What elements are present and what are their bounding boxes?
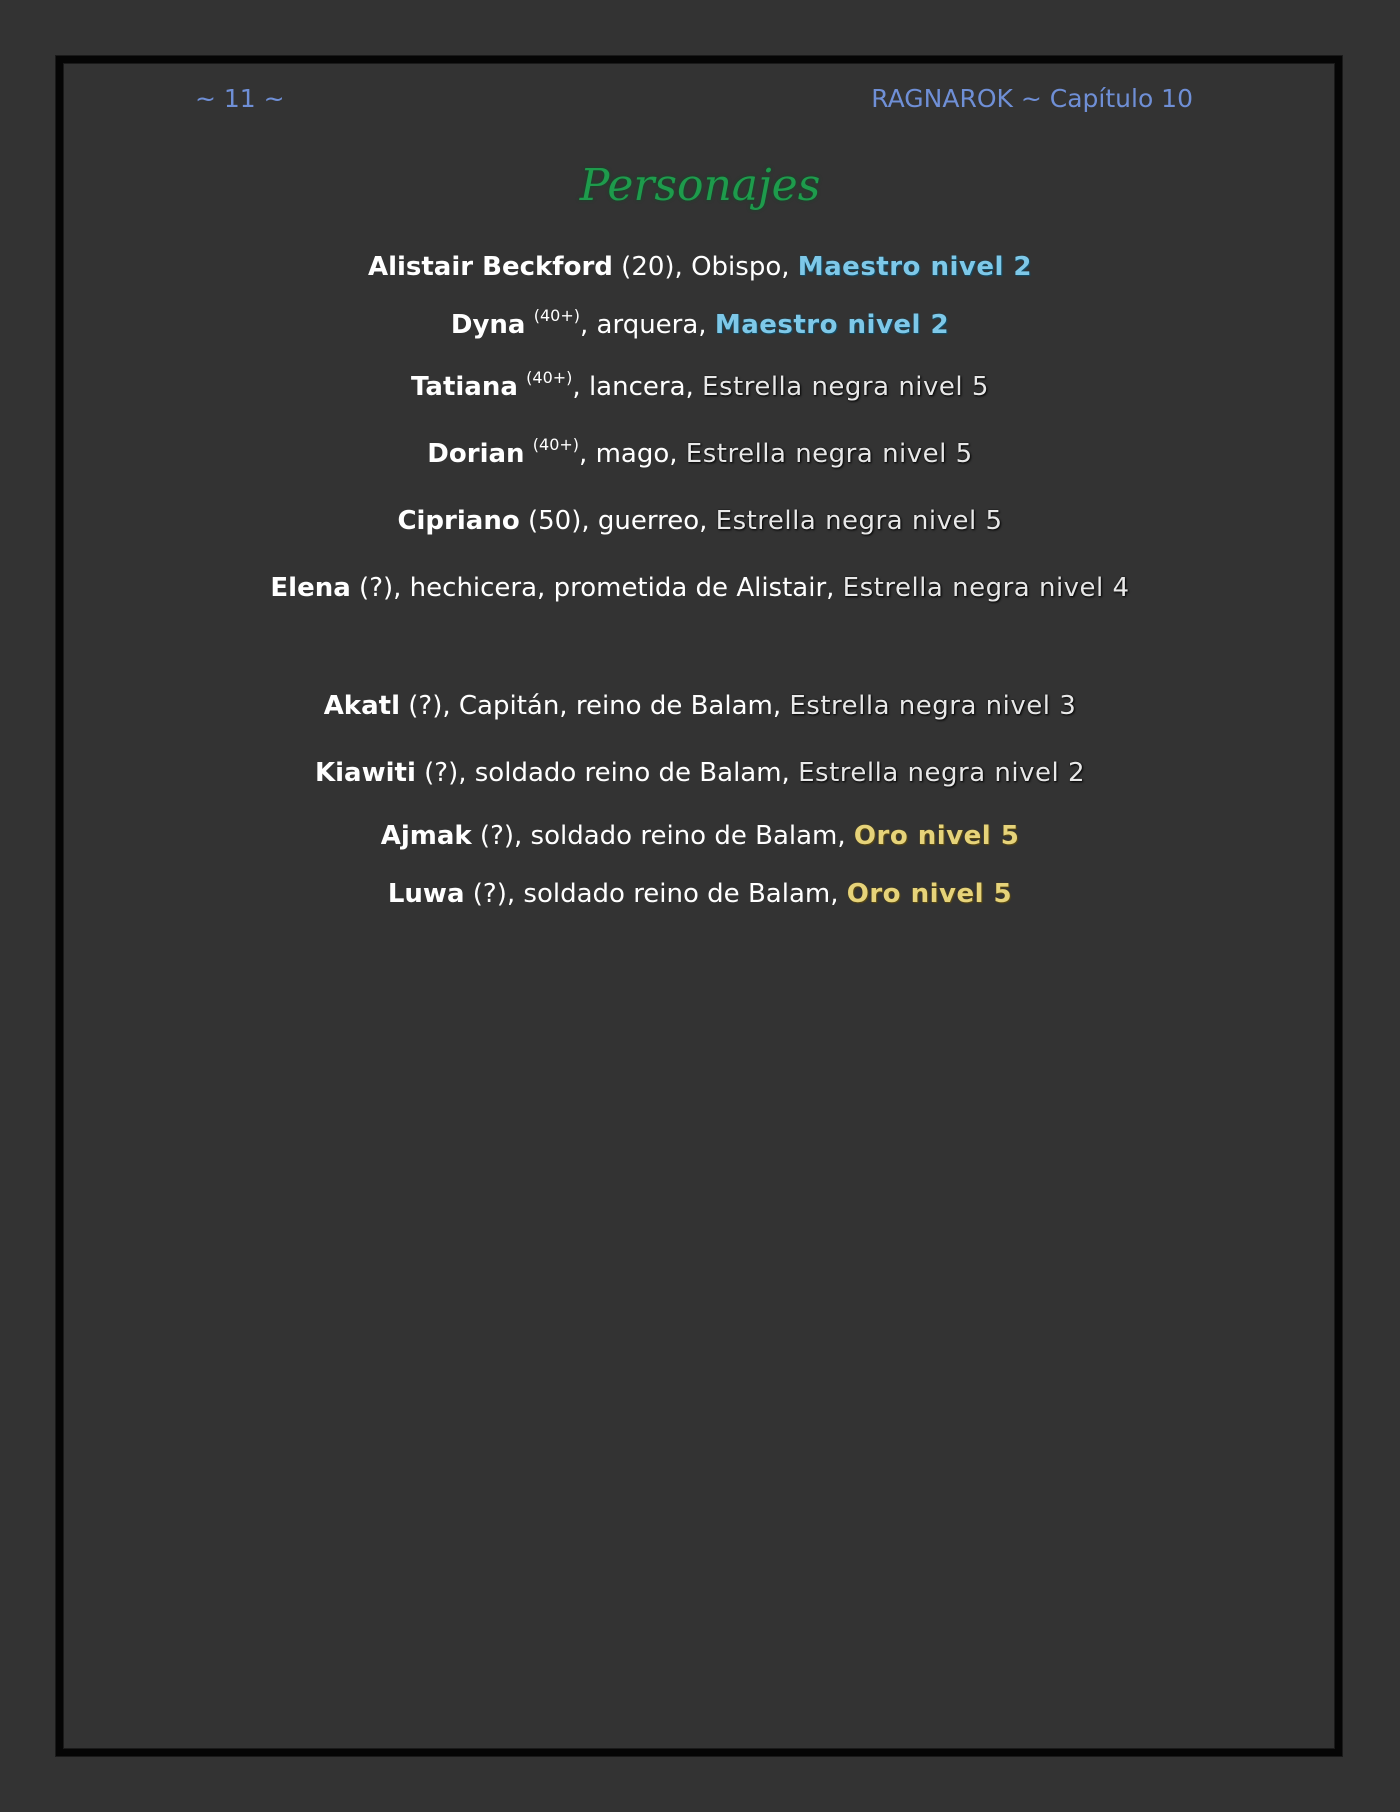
character-name: Dorian: [427, 439, 525, 469]
character-desc: , hechicera, prometida de Alistair,: [393, 573, 843, 603]
character-row: [0, 573, 1400, 603]
page-number: ~ 11 ~: [195, 84, 285, 113]
character-row: [0, 306, 1400, 340]
character-age: (50): [519, 506, 582, 536]
character-name: Akatl: [323, 691, 400, 721]
character-name: Ajmak: [380, 821, 472, 851]
character-rank: Oro nivel 5: [853, 821, 1020, 851]
character-name: Tatiana: [411, 372, 518, 402]
character-name: Alistair Beckford: [367, 252, 613, 282]
character-name: Dyna: [450, 310, 526, 340]
character-name: Luwa: [387, 879, 465, 909]
character-name: Cipriano: [397, 506, 520, 536]
character-age: (?): [350, 573, 394, 603]
character-row: [0, 691, 1400, 721]
character-age-sup: (40+): [532, 435, 580, 454]
character-row: [0, 879, 1400, 909]
character-desc: , soldado reino de Balam,: [514, 821, 854, 851]
character-desc: , lancera,: [572, 372, 703, 402]
character-age: (?): [464, 879, 507, 909]
section-title: Personajes: [579, 160, 821, 211]
character-rank: Maestro nivel 2: [714, 310, 950, 340]
character-rank: Estrella negra nivel 5: [702, 372, 989, 402]
character-name: Kiawiti: [314, 758, 416, 788]
running-title: RAGNAROK ~ Capítulo 10: [871, 84, 1193, 113]
character-desc: , Obispo,: [674, 252, 798, 282]
character-desc: , soldado reino de Balam,: [506, 879, 847, 909]
character-age: (20): [612, 252, 675, 282]
character-desc: , Capitán, reino de Balam,: [442, 691, 790, 721]
character-row: [0, 368, 1400, 402]
character-row: [0, 758, 1400, 788]
character-age-sup: (40+): [526, 368, 573, 387]
character-rank: Estrella negra nivel 2: [798, 758, 1086, 788]
character-row: [0, 506, 1400, 536]
character-rank: Estrella negra nivel 5: [715, 506, 1003, 536]
character-row: [0, 252, 1400, 282]
character-age-sup: (40+): [533, 306, 580, 325]
character-rank: Maestro nivel 2: [797, 252, 1033, 282]
character-desc: , arquera,: [580, 310, 715, 340]
character-row: [0, 821, 1400, 851]
character-desc: , mago,: [579, 439, 686, 469]
character-rank: Estrella negra nivel 4: [842, 573, 1130, 603]
character-name: Elena: [270, 573, 351, 603]
character-desc: , guerreo,: [581, 506, 716, 536]
character-age: (?): [471, 821, 515, 851]
character-rank: Estrella negra nivel 5: [685, 439, 973, 469]
character-age: (?): [415, 758, 459, 788]
character-row: [0, 435, 1400, 469]
character-age: (?): [400, 691, 443, 721]
character-desc: , soldado reino de Balam,: [458, 758, 799, 788]
character-rank: Estrella negra nivel 3: [789, 691, 1077, 721]
character-rank: Oro nivel 5: [846, 879, 1013, 909]
